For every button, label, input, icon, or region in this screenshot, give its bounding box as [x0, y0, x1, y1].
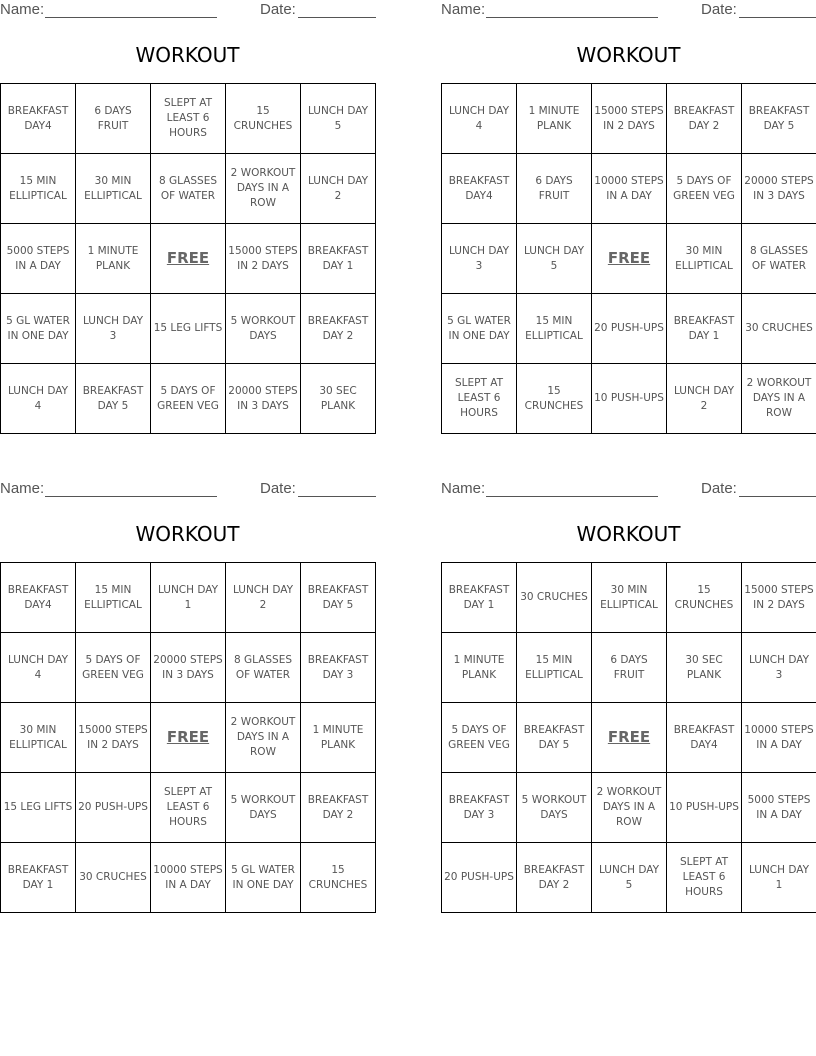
bingo-cell: 5000 STEPS IN A DAY	[742, 773, 816, 843]
bingo-row	[442, 773, 816, 843]
bingo-cell: LUNCH DAY 1	[742, 843, 816, 913]
bingo-cell: 5 DAYS OF GREEN VEG	[76, 633, 151, 703]
free-space-cell: FREE	[592, 224, 667, 294]
bingo-cell: 30 MIN ELLIPTICAL	[76, 154, 151, 224]
bingo-row	[1, 703, 376, 773]
bingo-cell: 5 DAYS OF GREEN VEG	[151, 364, 226, 434]
bingo-row	[1, 294, 376, 364]
bingo-cell: BREAKFAST DAY 1	[1, 843, 76, 913]
bingo-cell: 8 GLASSES OF WATER	[151, 154, 226, 224]
card-title: WORKOUT	[135, 43, 240, 67]
bingo-cell: 30 MIN ELLIPTICAL	[592, 563, 667, 633]
bingo-cell: 8 GLASSES OF WATER	[226, 633, 301, 703]
card-title: WORKOUT	[135, 522, 240, 546]
bingo-cell: 15 CRUNCHES	[301, 843, 376, 913]
bingo-cell: 30 CRUCHES	[76, 843, 151, 913]
free-space-cell: FREE	[151, 703, 226, 773]
name-date-header	[0, 479, 375, 501]
bingo-cell: LUNCH DAY 5	[301, 84, 376, 154]
bingo-cell: SLEPT AT LEAST 6 HOURS	[151, 773, 226, 843]
name-blank-line	[486, 496, 658, 497]
bingo-cell: 5 WORKOUT DAYS	[517, 773, 592, 843]
bingo-cell: 5 GL WATER IN ONE DAY	[442, 294, 517, 364]
bingo-cell: BREAKFAST DAY 2	[667, 84, 742, 154]
bingo-card	[0, 0, 375, 434]
bingo-row	[1, 563, 376, 633]
name-blank-line	[45, 496, 217, 497]
bingo-cell: 30 CRUCHES	[517, 563, 592, 633]
card-title: WORKOUT	[576, 522, 681, 546]
bingo-cell: LUNCH DAY 4	[1, 364, 76, 434]
bingo-cell: BREAKFAST DAY 1	[301, 224, 376, 294]
bingo-card	[441, 0, 816, 434]
bingo-cell: LUNCH DAY 3	[76, 294, 151, 364]
bingo-cell: 30 MIN ELLIPTICAL	[1, 703, 76, 773]
bingo-cell: 5000 STEPS IN A DAY	[1, 224, 76, 294]
bingo-row	[1, 154, 376, 224]
bingo-cell: 10000 STEPS IN A DAY	[592, 154, 667, 224]
bingo-cell: BREAKFAST DAY4	[1, 84, 76, 154]
bingo-cell: BREAKFAST DAY 2	[517, 843, 592, 913]
bingo-cell: LUNCH DAY 4	[442, 84, 517, 154]
bingo-row	[442, 84, 816, 154]
bingo-cell: SLEPT AT LEAST 6 HOURS	[442, 364, 517, 434]
bingo-row	[442, 563, 816, 633]
name-date-header	[441, 479, 816, 501]
bingo-cell: 5 DAYS OF GREEN VEG	[667, 154, 742, 224]
bingo-cell: LUNCH DAY 2	[301, 154, 376, 224]
date-label: Date:	[701, 1, 737, 18]
date-blank-line	[739, 17, 816, 18]
bingo-cell: 20000 STEPS IN 3 DAYS	[742, 154, 816, 224]
date-blank-line	[298, 496, 376, 497]
bingo-cell: 6 DAYS FRUIT	[76, 84, 151, 154]
bingo-cell: 20 PUSH-UPS	[76, 773, 151, 843]
bingo-cell: BREAKFAST DAY 5	[517, 703, 592, 773]
bingo-cell: 1 MINUTE PLANK	[517, 84, 592, 154]
bingo-cell: 15 MIN ELLIPTICAL	[76, 563, 151, 633]
bingo-row	[442, 294, 816, 364]
bingo-cell: 20000 STEPS IN 3 DAYS	[226, 364, 301, 434]
bingo-cell: BREAKFAST DAY4	[1, 563, 76, 633]
bingo-cell: 15 CRUNCHES	[517, 364, 592, 434]
bingo-cell: 15 LEG LIFTS	[151, 294, 226, 364]
bingo-cell: 5 GL WATER IN ONE DAY	[1, 294, 76, 364]
bingo-cell: 10000 STEPS IN A DAY	[742, 703, 816, 773]
bingo-cell: 20 PUSH-UPS	[592, 294, 667, 364]
bingo-row	[1, 843, 376, 913]
bingo-row	[442, 703, 816, 773]
bingo-row	[442, 633, 816, 703]
bingo-grid	[441, 562, 816, 913]
bingo-cell: SLEPT AT LEAST 6 HOURS	[151, 84, 226, 154]
bingo-cell: 15 MIN ELLIPTICAL	[517, 294, 592, 364]
bingo-cell: 30 SEC PLANK	[301, 364, 376, 434]
bingo-cell: SLEPT AT LEAST 6 HOURS	[667, 843, 742, 913]
bingo-cell: LUNCH DAY 4	[1, 633, 76, 703]
bingo-cell: 30 MIN ELLIPTICAL	[667, 224, 742, 294]
bingo-cell: 1 MINUTE PLANK	[76, 224, 151, 294]
bingo-row	[1, 84, 376, 154]
bingo-cell: 5 GL WATER IN ONE DAY	[226, 843, 301, 913]
date-label: Date:	[260, 480, 296, 497]
bingo-cell: BREAKFAST DAY 1	[667, 294, 742, 364]
name-blank-line	[486, 17, 658, 18]
bingo-cell: BREAKFAST DAY 1	[442, 563, 517, 633]
name-blank-line	[45, 17, 217, 18]
bingo-cell: 30 CRUCHES	[742, 294, 816, 364]
bingo-cell: 5 WORKOUT DAYS	[226, 773, 301, 843]
date-label: Date:	[260, 1, 296, 18]
bingo-card	[441, 479, 816, 913]
bingo-cell: 1 MINUTE PLANK	[442, 633, 517, 703]
name-label: Name:	[441, 480, 486, 497]
bingo-cell: LUNCH DAY 3	[742, 633, 816, 703]
name-label: Name:	[0, 1, 45, 18]
bingo-cell: 15000 STEPS IN 2 DAYS	[226, 224, 301, 294]
bingo-cell: 5 WORKOUT DAYS	[226, 294, 301, 364]
bingo-cell: BREAKFAST DAY 5	[76, 364, 151, 434]
bingo-cell: BREAKFAST DAY4	[667, 703, 742, 773]
bingo-cell: 15 MIN ELLIPTICAL	[517, 633, 592, 703]
date-blank-line	[298, 17, 376, 18]
bingo-cell: BREAKFAST DAY 3	[301, 633, 376, 703]
bingo-cell: BREAKFAST DAY 5	[301, 563, 376, 633]
bingo-cell: 10 PUSH-UPS	[667, 773, 742, 843]
bingo-cell: 5 DAYS OF GREEN VEG	[442, 703, 517, 773]
bingo-row	[442, 224, 816, 294]
bingo-cell: 2 WORKOUT DAYS IN A ROW	[742, 364, 816, 434]
bingo-cell: LUNCH DAY 5	[517, 224, 592, 294]
card-title: WORKOUT	[576, 43, 681, 67]
date-blank-line	[739, 496, 816, 497]
bingo-cell: 2 WORKOUT DAYS IN A ROW	[226, 154, 301, 224]
bingo-cell: 20 PUSH-UPS	[442, 843, 517, 913]
bingo-cell: 20000 STEPS IN 3 DAYS	[151, 633, 226, 703]
free-space-cell: FREE	[151, 224, 226, 294]
bingo-cell: 2 WORKOUT DAYS IN A ROW	[592, 773, 667, 843]
bingo-card	[0, 479, 375, 913]
bingo-grid	[441, 83, 816, 434]
bingo-cell: 15 CRUNCHES	[667, 563, 742, 633]
bingo-cell: 30 SEC PLANK	[667, 633, 742, 703]
bingo-cell: 15000 STEPS IN 2 DAYS	[592, 84, 667, 154]
bingo-cell: 6 DAYS FRUIT	[517, 154, 592, 224]
bingo-cell: 10000 STEPS IN A DAY	[151, 843, 226, 913]
bingo-cell: 15000 STEPS IN 2 DAYS	[742, 563, 816, 633]
bingo-cell: 1 MINUTE PLANK	[301, 703, 376, 773]
bingo-cell: LUNCH DAY 3	[442, 224, 517, 294]
bingo-row	[442, 843, 816, 913]
bingo-row	[1, 773, 376, 843]
free-space-cell: FREE	[592, 703, 667, 773]
bingo-cell: BREAKFAST DAY 5	[742, 84, 816, 154]
bingo-grid	[0, 83, 376, 434]
bingo-cell: BREAKFAST DAY 2	[301, 773, 376, 843]
bingo-cell: 15 CRUNCHES	[226, 84, 301, 154]
bingo-cell: BREAKFAST DAY 2	[301, 294, 376, 364]
bingo-cell: 6 DAYS FRUIT	[592, 633, 667, 703]
name-date-header	[0, 0, 375, 22]
date-label: Date:	[701, 480, 737, 497]
bingo-row	[1, 224, 376, 294]
bingo-cell: LUNCH DAY 2	[667, 364, 742, 434]
bingo-cell: 15 MIN ELLIPTICAL	[1, 154, 76, 224]
bingo-row	[442, 154, 816, 224]
bingo-cell: BREAKFAST DAY4	[442, 154, 517, 224]
bingo-cell: LUNCH DAY 1	[151, 563, 226, 633]
name-date-header	[441, 0, 816, 22]
bingo-row	[1, 633, 376, 703]
bingo-cell: BREAKFAST DAY 3	[442, 773, 517, 843]
bingo-cell: 10 PUSH-UPS	[592, 364, 667, 434]
bingo-cell: 2 WORKOUT DAYS IN A ROW	[226, 703, 301, 773]
bingo-cell: 15000 STEPS IN 2 DAYS	[76, 703, 151, 773]
bingo-cell: LUNCH DAY 2	[226, 563, 301, 633]
bingo-row	[1, 364, 376, 434]
bingo-grid	[0, 562, 376, 913]
name-label: Name:	[0, 480, 45, 497]
bingo-row	[442, 364, 816, 434]
name-label: Name:	[441, 1, 486, 18]
bingo-cell: LUNCH DAY 5	[592, 843, 667, 913]
bingo-cell: 15 LEG LIFTS	[1, 773, 76, 843]
bingo-cell: 8 GLASSES OF WATER	[742, 224, 816, 294]
